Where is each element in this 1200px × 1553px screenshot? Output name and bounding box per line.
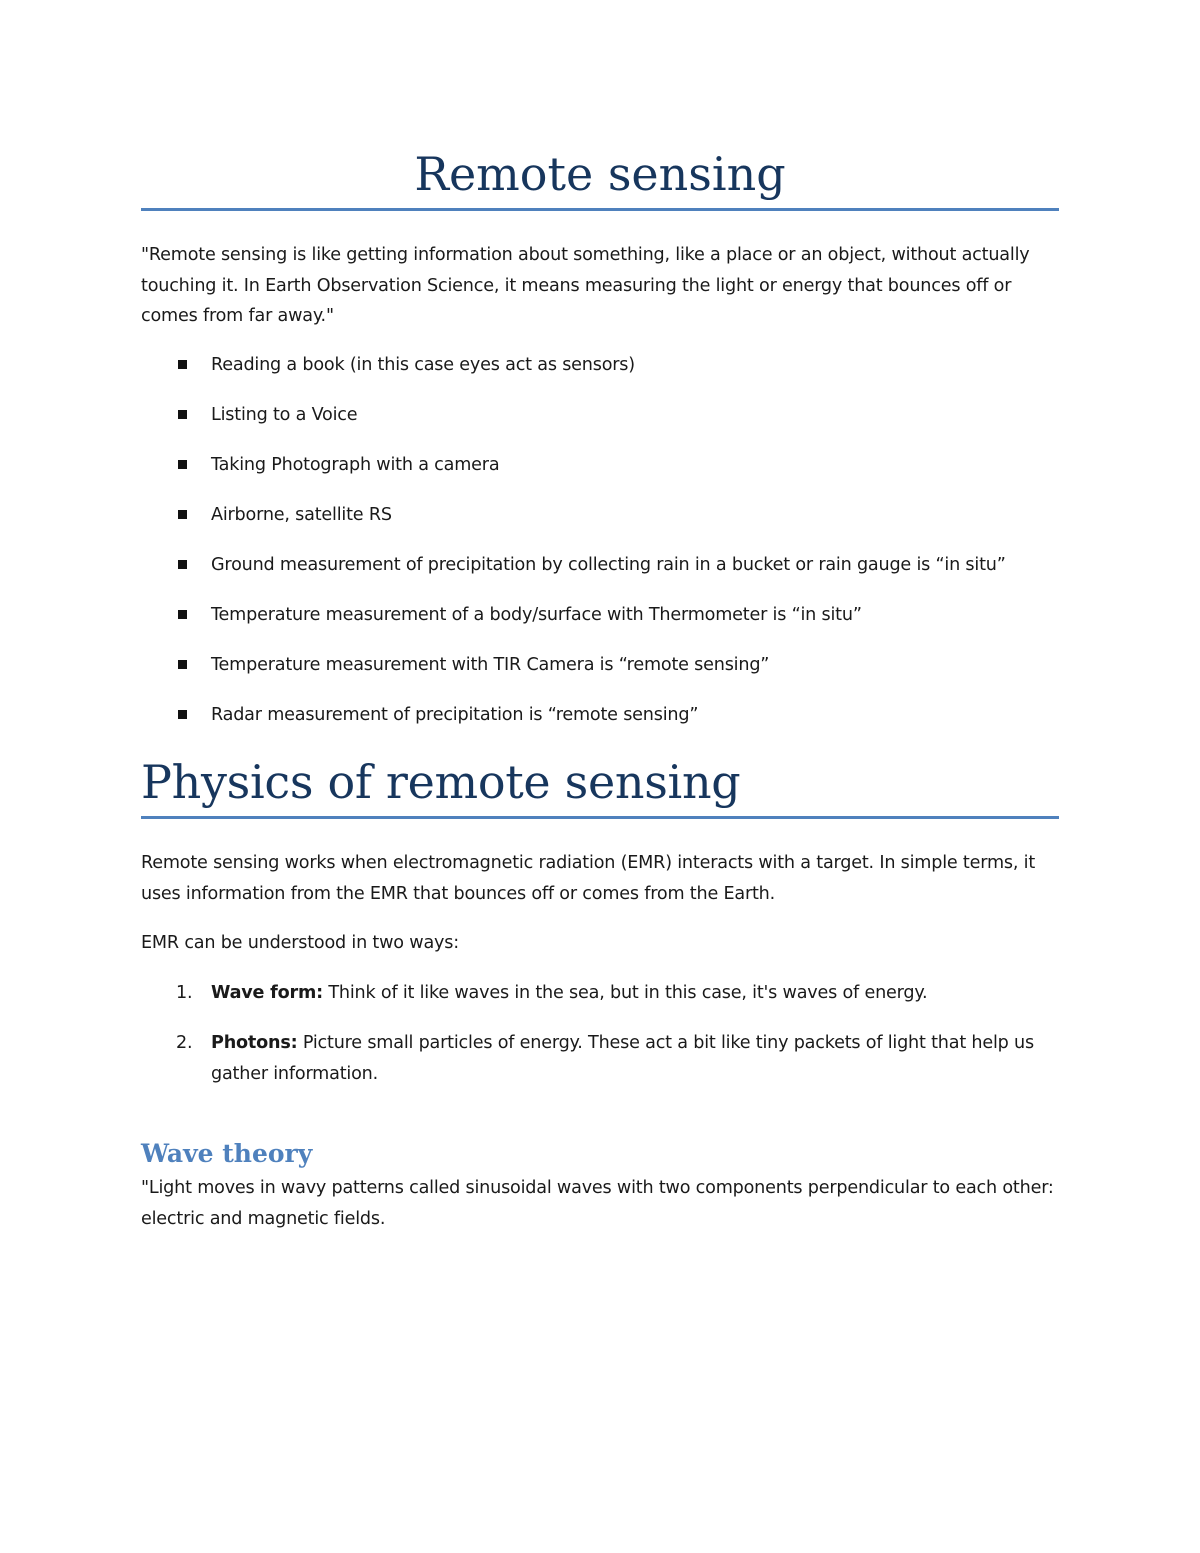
physics-paragraph: Remote sensing works when electromagnetic radiation (EMR) interacts with a target. In simple terms, it uses information from the EMR that bounces off or comes from the Earth. — [141, 853, 1036, 904]
list-item: Radar measurement of precipitation is “remote sensing” — [141, 700, 1059, 750]
section-underline — [141, 816, 1059, 819]
square-bullet-icon — [178, 460, 187, 469]
square-bullet-icon — [178, 560, 187, 569]
list-item: Temperature measurement with TIR Camera is “remote sensing” — [141, 650, 1059, 700]
title-underline — [141, 208, 1059, 211]
square-bullet-icon — [178, 410, 187, 419]
list-item: Listing to a Voice — [141, 400, 1059, 450]
intro-paragraph: "Remote sensing is like getting information about something, like a place or an object, without actually touching it. In Earth Observation Science, it means measuring the light or energy that bounces off or comes from far away." — [141, 245, 1030, 326]
list-item: 1. Wave form: Think of it like waves in the sea, but in this case, it's waves of energy. — [176, 983, 928, 1003]
list-item: 2. Photons: Picture small particles of energy. These act a bit like tiny packets of light that help us gather information. — [176, 1033, 1034, 1084]
list-item: Temperature measurement of a body/surface with Thermometer is “in situ” — [141, 600, 1059, 650]
list-item: Taking Photograph with a camera — [141, 450, 1059, 500]
page-title: Remote sensing — [414, 147, 786, 201]
square-bullet-icon — [178, 510, 187, 519]
wave-theory-paragraph: "Light moves in wavy patterns called sinusoidal waves with two components perpendicular to each other: electric and magnetic fields. — [141, 1178, 1054, 1229]
square-bullet-icon — [178, 710, 187, 719]
list-item: Airborne, satellite RS — [141, 500, 1059, 550]
square-bullet-icon — [178, 360, 187, 369]
emr-numbered-list — [141, 978, 1059, 1089]
list-item: Reading a book (in this case eyes act as sensors) — [141, 350, 1059, 400]
square-bullet-icon — [178, 610, 187, 619]
emr-intro-paragraph: EMR can be understood in two ways: — [141, 933, 459, 953]
square-bullet-icon — [178, 660, 187, 669]
list-item: Ground measurement of precipitation by collecting rain in a bucket or rain gauge is “in situ” — [141, 550, 1059, 600]
subheading-wave-theory: Wave theory — [141, 1139, 313, 1168]
section-heading-physics: Physics of remote sensing — [141, 755, 741, 809]
examples-bullet-list — [141, 350, 1059, 750]
